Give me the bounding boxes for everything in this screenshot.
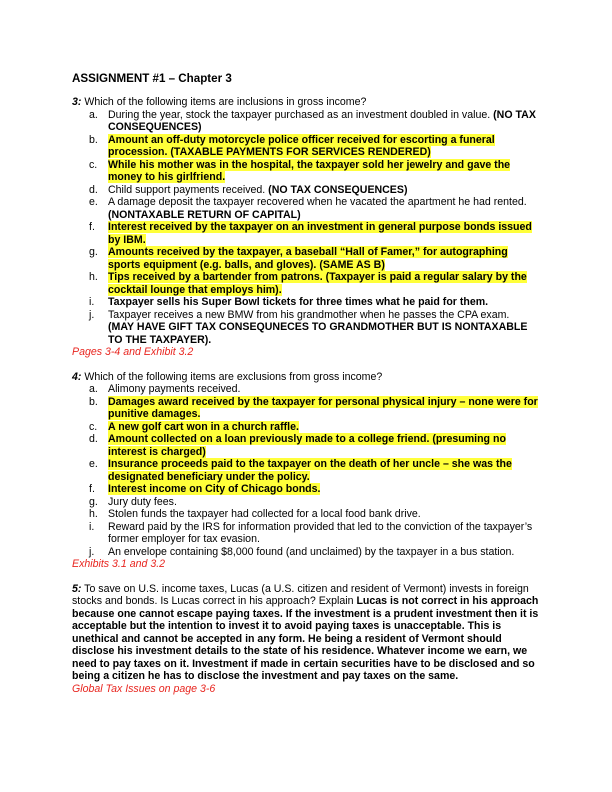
question-4 [72,371,542,384]
item-label: a. [89,108,98,121]
item-label: g. [89,246,98,258]
item-label: h. [89,271,98,283]
list-item [72,159,542,184]
item-text-highlighted: While his mother was in the hospital, the taxpayer sold her jewelry and gave the money to his girlfriend. [108,158,511,183]
item-text: Stolen funds the taxpayer had collected for a local food bank drive. [108,508,421,520]
question-5-number: 5: [72,582,82,595]
item-label: b. [89,395,98,408]
document-page [72,72,542,695]
item-label: a. [89,383,98,395]
question-4-number: 4: [72,370,82,383]
list-item [72,433,542,458]
question-5-prompt: To save on U.S. income taxes, Lucas (a U.S. citizen and resident of Vermont) invests in foreign stocks and bonds. Is Lucas correct in his approach? Explain [72,582,529,607]
item-label: h. [89,508,98,520]
list-item [72,421,542,434]
item-label: c. [89,158,98,171]
item-answer: (NO TAX CONSEQUENCES) [268,183,408,196]
list-item [72,246,542,271]
item-text-highlighted: A new golf cart won in a church raffle. [108,420,299,433]
item-text: Jury duty fees. [108,495,177,508]
item-text: An envelope containing $8,000 found (and unclaimed) by the taxpayer in a bus station. [108,545,515,558]
question-5 [72,583,542,683]
item-label: j. [89,308,95,321]
question-3-reference: Pages 3-4 and Exhibit 3.2 [72,346,194,358]
list-item [72,196,542,221]
list-item [72,309,542,347]
item-label: g. [89,495,98,508]
item-text: Alimony payments received. [108,383,241,395]
item-label: i. [89,520,95,533]
item-text-highlighted: Amount collected on a loan previously made to a college friend. (presuming no interest is charged) [108,433,506,458]
question-5-answer: Lucas is not correct in his approach because one cannot escape paying taxes. If the investment is a prudent investment then it is acceptable but the intention to invest it to avoid paying taxes is unacceptable. This is unethical and cannot be accepted in any form. He being a resident of Vermont should disclose his investment details to the state of his residence. Whatever income we earn, we need to pay taxes on it. Investment if made in certain securities have to be disclosed and so being a citizen he has to disclose the investment and pay taxes on the same. [72,595,539,682]
item-label: e. [89,196,98,208]
list-item [72,458,542,483]
item-text-highlighted: Interest income on City of Chicago bonds. [108,483,321,495]
list-item [72,109,542,134]
assignment-title: ASSIGNMENT #1 – Chapter 3 [72,72,232,85]
list-item [72,546,542,559]
list-item [72,396,542,421]
item-answer: (NONTAXABLE RETURN OF CAPITAL) [108,208,301,221]
question-4-reference: Exhibits 3.1 and 3.2 [72,558,166,570]
item-text-highlighted: Insurance proceeds paid to the taxpayer on the death of her uncle – she was the designated beneficiary under the policy. [108,458,512,483]
item-answer: (MAY HAVE GIFT TAX CONSEQUNECES TO GRANDMOTHER BUT IS NONTAXABLE TO THE TAXPAYER). [108,321,528,346]
item-label: e. [89,458,98,470]
item-label: j. [89,545,95,558]
item-label: i. [89,296,95,308]
item-text: Child support payments received. [108,183,269,196]
item-label: f. [89,483,95,495]
item-label: d. [89,433,98,445]
item-text-highlighted: Amounts received by the taxpayer, a baseball “Hall of Famer,” for autographing sports equipment (e.g. balls, and gloves). (SAME AS B) [108,246,508,271]
list-item [72,496,542,509]
list-item [72,134,542,159]
item-text-bold: Taxpayer sells his Super Bowl tickets for three times what he paid for them. [108,296,489,308]
item-label: b. [89,133,98,146]
item-label: f. [89,221,95,233]
item-label: d. [89,183,98,196]
question-3-items [72,109,542,347]
item-text: A damage deposit the taxpayer recovered when he vacated the apartment he had rented. [108,196,527,208]
item-text: Taxpayer receives a new BMW from his grandmother when he passes the CPA exam. [108,308,510,321]
item-answer: (NO TAX CONSEQUENCES) [108,108,536,133]
question-5-reference: Global Tax Issues on page 3-6 [72,682,216,695]
question-4-prompt: Which of the following items are exclusions from gross income? [81,370,383,383]
item-text-highlighted: Amount an off-duty motorcycle police officer received for escorting a funeral procession. (TAXABLE PAYMENTS FOR SERVICES RENDERED) [108,133,495,158]
question-3 [72,96,542,109]
list-item [72,271,542,296]
item-text-highlighted: Damages award received by the taxpayer for personal physical injury – none were for punitive damages. [108,395,538,420]
list-item [72,383,542,396]
list-item [72,296,542,309]
question-4-items [72,383,542,558]
list-item [72,521,542,546]
list-item [72,221,542,246]
list-item [72,483,542,496]
item-text: During the year, stock the taxpayer purchased as an investment doubled in value. [108,108,494,121]
question-3-prompt: Which of the following items are inclusions in gross income? [81,96,367,108]
item-text: Reward paid by the IRS for information provided that led to the conviction of the taxpayer’s former employer for tax evasion. [108,520,533,545]
list-item [72,508,542,521]
list-item [72,184,542,197]
item-label: c. [89,420,98,433]
question-3-number: 3: [72,96,82,108]
item-text-highlighted: Interest received by the taxpayer on an investment in general purpose bonds issued by IBM. [108,221,532,246]
item-text-highlighted: Tips received by a bartender from patrons. (Taxpayer is paid a regular salary by the cocktail lounge that employs him). [108,271,527,296]
